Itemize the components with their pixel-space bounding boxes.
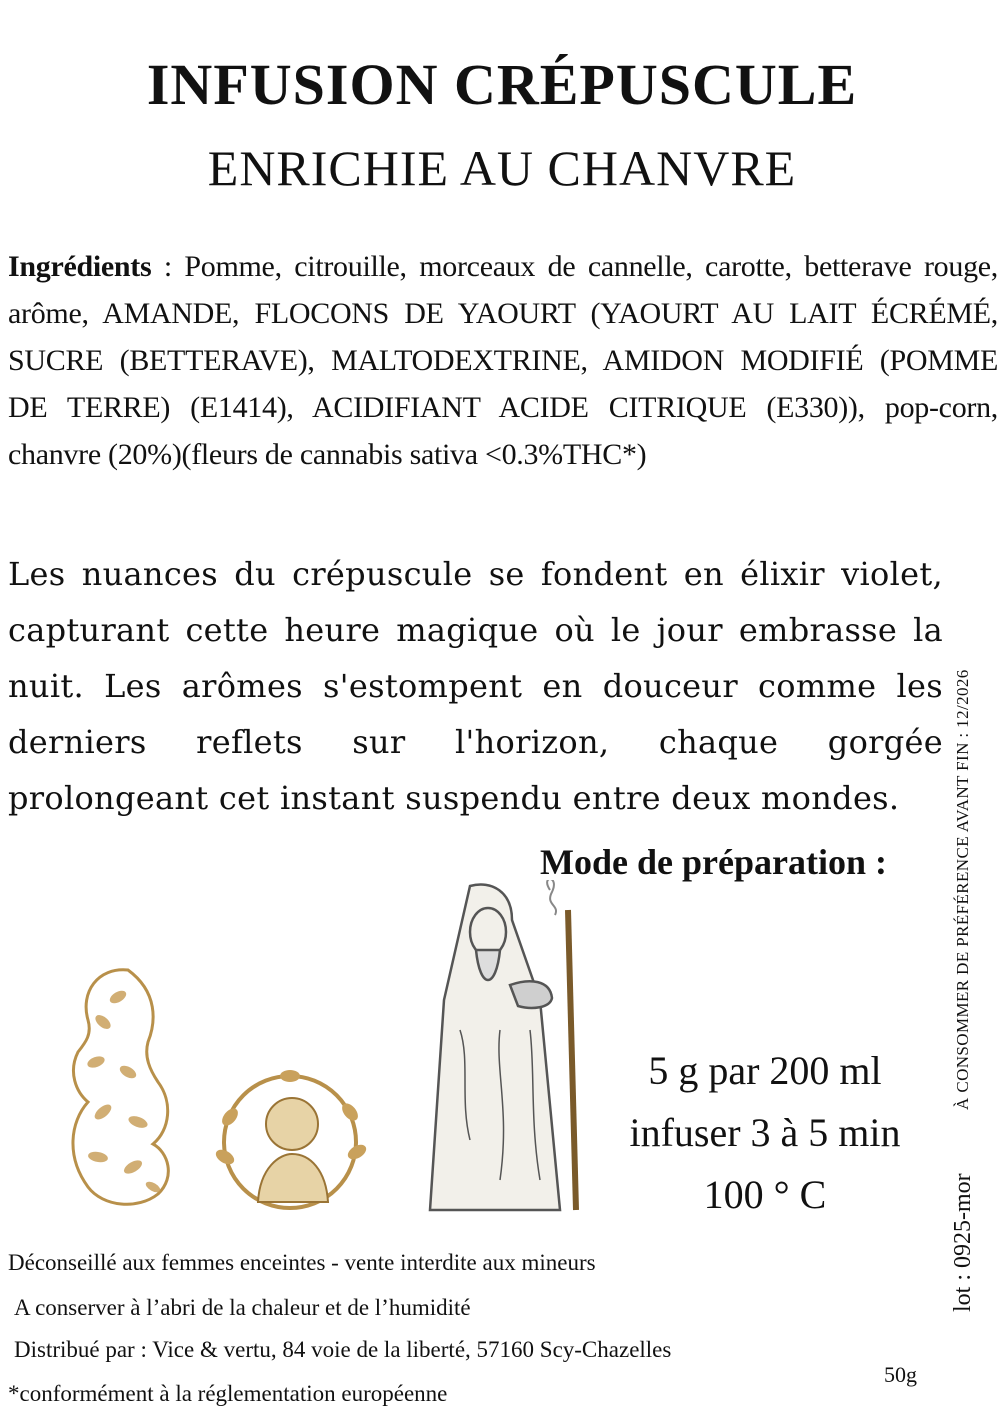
distributor-info: Distribué par : Vice & vertu, 84 voie de la liberté, 57160 Scy-Chazelles [14,1337,672,1362]
pregnant-woman-illustration [58,962,193,1212]
ingredients-text: : Pomme, citrouille, morceaux de cannelle, carotte, betterave rouge, arôme, AMANDE, FLOCONS DE YAOURT (YAOURT AU LAIT ÉCRÉMÉ, SUCRE (BETTERAVE), MALTODEXTRINE, AMIDON MODIFIÉ (POMME DE TERRE) (E1414), ACIDIFIANT ACIDE CITRIQUE (E330)), pop-corn, chanvre (20%)(fleurs de cannabis sativa <0.3%THC*) [8,250,998,471]
child-wreath-illustration [200,1062,380,1212]
pregnancy-warning: Déconseillé aux femmes enceintes - vente interdite aux mineurs [8,1250,596,1275]
product-description: Les nuances du crépuscule se fondent en élixir violet, capturant cette heure magique où le jour embrasse la nuit. Les arômes s'estompent en douceur comme les derniers reflets sur l'horizon, chaque gorgée prolongeant cet instant suspendu entre deux mondes. [8,555,943,817]
product-title: INFUSION CRÉPUSCULE [146,52,858,117]
best-before-date: À CONSOMMER DE PRÉFÉRENCE AVANT FIN : 12/2026 [953,669,972,1110]
time-line: infuser 3 à 5 min [629,1110,901,1155]
product-subtitle: ENRICHIE AU CHANVRE [207,140,797,196]
ingredients-block [8,243,998,478]
preparation-title: Mode de préparation : [540,842,887,882]
net-weight: 50g [884,1362,917,1387]
dose-line: 5 g par 200 ml [648,1048,882,1093]
ingredients-label: Ingrédients [8,250,152,283]
storage-instructions: A conserver à l’abri de la chaleur et de l’humidité [14,1295,471,1320]
wizard-illustration [400,880,600,1225]
regulation-note: *conformément à la réglementation européenne [8,1381,448,1406]
lot-number: lot : 0925-mor [950,1173,976,1312]
temperature-line: 100 ° C [703,1172,827,1217]
dosage-block [600,1040,930,1226]
